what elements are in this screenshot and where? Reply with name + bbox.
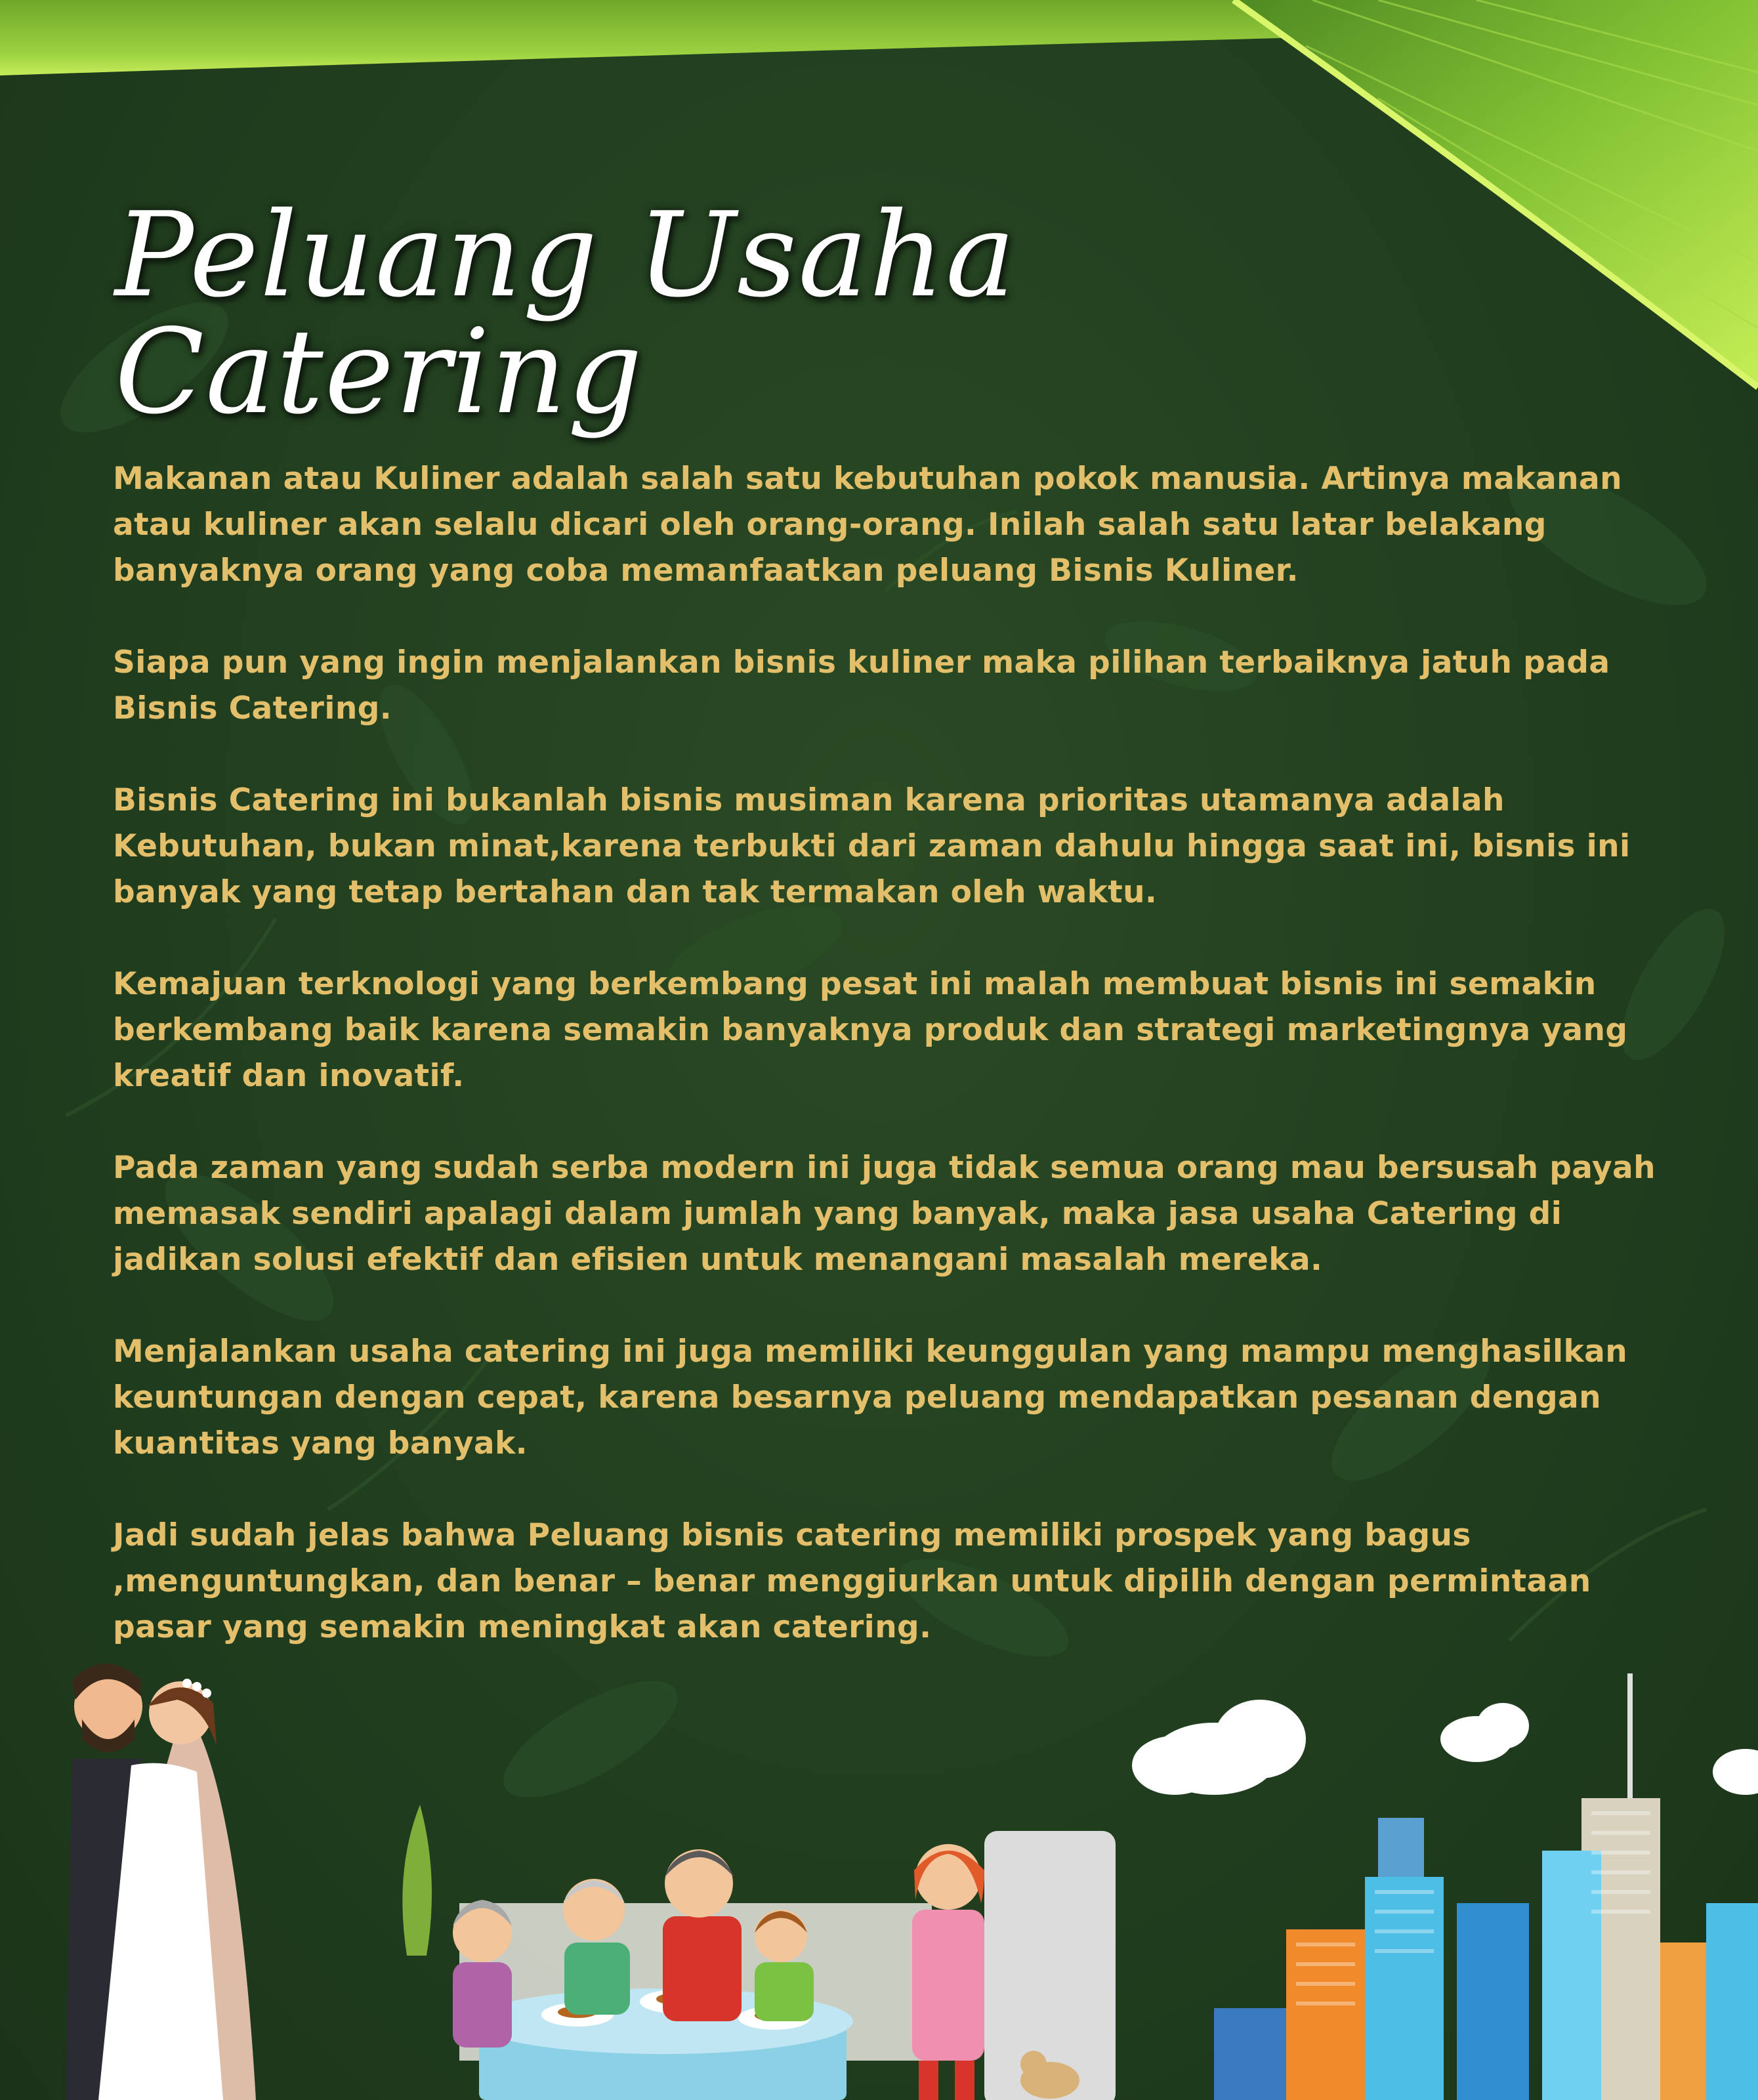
paragraph: Pada zaman yang sudah serba modern ini juga tidak semua orang mau bersusah payah memasak sendiri apalagi dalam jumlah yang banyak, maka jasa usaha Catering di jadikan solusi efektif dan efisien untuk menangani masalah mereka.: [113, 1150, 1656, 1278]
paragraph: Siapa pun yang ingin menjalankan bisnis kuliner maka pilihan terbaiknya jatuh pada Bisnis Catering.: [113, 644, 1610, 726]
paragraph: Makanan atau Kuliner adalah salah satu kebutuhan pokok manusia. Artinya makanan atau kuliner akan selalu dicari oleh orang-orang. Inilah salah satu latar belakang banyaknya orang yang coba memanfaatkan peluang Bisnis Kuliner.: [113, 461, 1622, 589]
paragraph: Kemajuan terknologi yang berkembang pesat ini malah membuat bisnis ini semakin berkembang baik karena semakin banyaknya produk dan strategi marketingnya yang kreatif dan inovatif.: [113, 966, 1628, 1094]
bottom-illustrations: [0, 1654, 1758, 2100]
cloud-icon: [1132, 1700, 1758, 1795]
paragraph: Jadi sudah jelas bahwa Peluang bisnis catering memiliki prospek yang bagus ,menguntungkan, dan benar – benar menggiurkan untuk dipilih dengan permintaan pasar yang semakin meningkat akan catering.: [113, 1517, 1591, 1645]
paragraph: Bisnis Catering ini bukanlah bisnis musiman karena prioritas utamanya adalah Kebutuhan, bukan minat,karena terbukti dari zaman dahulu hingga saat ini, bisnis ini banyak yang tetap bertahan dan tak termakan oleh waktu.: [113, 782, 1631, 910]
article-body: [113, 456, 1668, 1696]
paragraph: Menjalankan usaha catering ini juga memiliki keunggulan yang mampu menghasilkan keuntungan dengan cepat, karena besarnya peluang mendapatkan pesanan dengan kuantitas yang banyak.: [113, 1334, 1628, 1461]
page-title: Peluang Usaha Catering: [115, 187, 1017, 440]
family-dinner-illustration: [402, 1805, 1116, 2100]
wedding-couple-illustration: [66, 1664, 256, 2100]
